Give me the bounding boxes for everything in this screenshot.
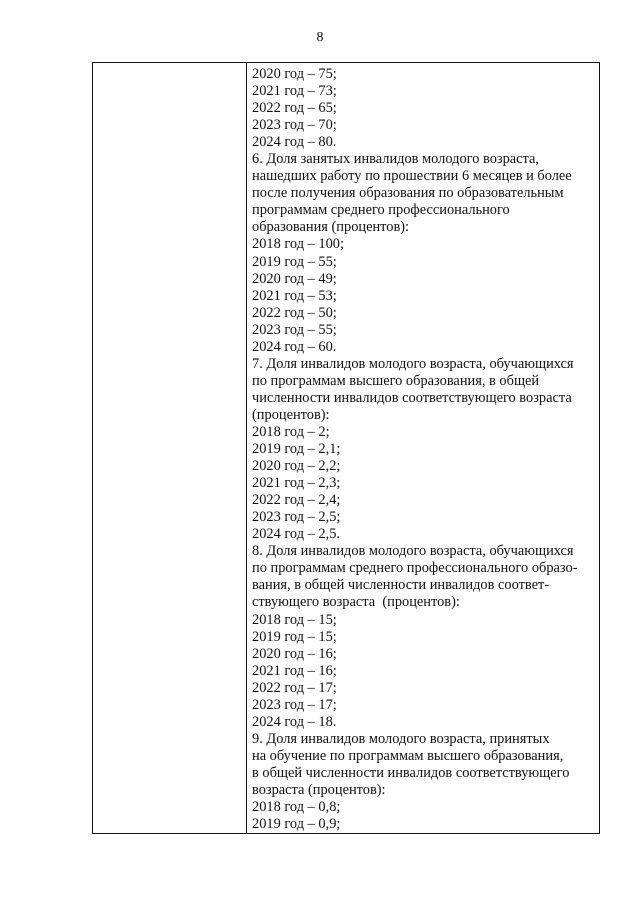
text-line: 2024 год – 2,5. [252,526,341,543]
text-line: 2020 год – 49; [252,270,337,287]
text-line: 2019 год – 0,9; [252,816,341,833]
text-line: 9. Доля инвалидов молодого возраста, принятых [252,730,550,747]
text-line: 2024 год – 60. [252,338,337,355]
text-line: по программам высшего образования, в общей [252,372,540,389]
text-line: 2022 год – 17; [252,679,337,696]
text-line: 8. Доля инвалидов молодого возраста, обучающихся [252,543,574,560]
text-line: 2019 год – 55; [252,253,337,270]
text-line: 7. Доля инвалидов молодого возраста, обучающихся [252,355,574,372]
text-line: 2021 год – 2,3; [252,475,341,492]
text-line: возраста (процентов): [252,781,386,798]
text-line: 2020 год – 2,2; [252,458,341,475]
text-line: 2018 год – 15; [252,611,337,628]
text-line: нашедших работу по прошествии 6 месяцев и более [252,168,572,185]
table-right-cell [247,63,599,833]
text-line: 2023 год – 17; [252,696,337,713]
text-line: 2022 год – 65; [252,100,337,117]
text-line: численности инвалидов соответствующего возраста [252,389,572,406]
text-line: 2019 год – 15; [252,628,337,645]
text-line: образования (процентов): [252,219,410,236]
text-line: по программам среднего профессионального образо- [252,560,578,577]
text-line: 2020 год – 16; [252,645,337,662]
table-left-cell [93,63,247,833]
text-line: 2021 год – 73; [252,83,337,100]
text-line: 2020 год – 75; [252,66,337,82]
text-line: 2019 год – 2,1; [252,441,341,458]
text-line: 2022 год – 2,4; [252,492,341,509]
text-line: 2023 год – 2,5; [252,509,341,526]
text-line: 6. Доля занятых инвалидов молодого возраста, [252,151,539,168]
text-line: в общей численности инвалидов соответствующего [252,764,570,781]
text-line: программам среднего профессионального [252,202,510,219]
text-line: 2023 год – 70; [252,117,337,134]
page-number: 8 [316,30,324,45]
text-line: после получения образования по образовательным [252,185,564,202]
text-line: 2018 год – 100; [252,236,344,253]
text-line: вания, в общей численности инвалидов соответ- [252,577,550,594]
text-line: 2022 год – 50; [252,304,337,321]
text-line: 2018 год – 0,8; [252,799,341,816]
text-line: 2024 год – 80. [252,134,337,151]
text-line: (процентов): [252,406,330,423]
text-line: на обучение по программам высшего образования, [252,747,564,764]
text-line: 2023 год – 55; [252,321,337,338]
indicator-table [92,62,600,834]
text-line: ствующего возраста (процентов): [252,594,460,611]
text-line: 2024 год – 18. [252,713,337,730]
text-line: 2018 год – 2; [252,423,330,440]
text-line: 2021 год – 16; [252,662,337,679]
text-line: 2021 год – 53; [252,287,337,304]
